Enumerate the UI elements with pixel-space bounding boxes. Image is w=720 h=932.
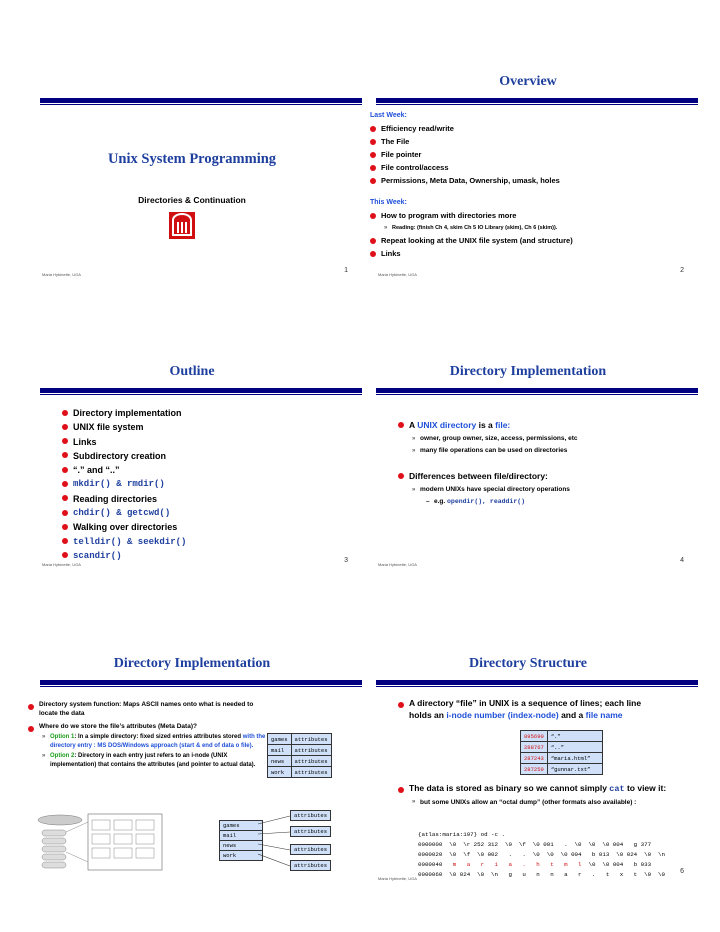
list-item: Differences between file/directory: [398,469,688,484]
footer-author: Maria Hybinette, UGA [378,272,417,277]
footer-author: Maria Hybinette, UGA [378,562,417,567]
this-week-label: This Week: [370,199,407,206]
inode-attributes: attributes [290,844,331,855]
list-item: telldir() & seekdir() [62,535,352,549]
slide-subtitle: Directories & Continuation [138,195,246,205]
footer-author: Maria Hybinette, UGA [42,272,81,277]
pointer-arrows [258,812,292,868]
list-item: Directory implementation [62,406,352,420]
list-item: Efficiency read/write [370,122,690,135]
title-bar [376,680,698,685]
example-item: – e.g. opendir(), readdir() [426,496,688,508]
table-row: news attributes [268,756,332,767]
reading-note: » Reading: (finish Ch 4, skim Ch 5 IO Library (skim), Ch 6 (skim)). [384,222,690,234]
dump-line: 0000020 \0 \f \0 002 . . \0 \0 \0 004 b 013 \0 024 \0 \n [418,851,665,858]
dump-line: 0000040 m a r i a . h t m l \0 \0 004 b 033 [418,861,652,868]
page-number: 1 [344,267,348,274]
list-item: The File [370,135,690,148]
table-row: work attributes [268,767,332,778]
slide-title: Directory Structure [468,656,588,671]
dir-entry: mail [219,830,263,841]
option-1: » Option 1: In a simple directory: fixed sized entries attributes stored with the directory entry : MS DOS/Windows approach (start & end of data o file). [42,733,268,750]
list-item: scandir() [62,549,352,563]
dump-command: {atlas:maria:197} od -c . [418,831,505,838]
list-item: mkdir() & rmdir() [62,477,352,491]
table-row: 287243 “maria.html” [521,753,603,764]
list-item: The data is stored as binary so we cannot simply cat to view it: [398,783,688,796]
list-item: Subdirectory creation [62,449,352,463]
list-item: A directory “file” in UNIX is a sequence of lines; each line holds an i-node number (index-node) and a file name [398,698,654,721]
list-item: Links [370,247,690,260]
list-item: Where do we store the file’s attributes (Meta Data)? [28,722,268,731]
list-item: Links [62,435,352,449]
page-number: 2 [680,267,684,274]
sub-item: » but some UNIXs allow an “octal dump” (other formats also available) : [412,798,688,807]
page-number: 3 [344,557,348,564]
list-item: Directory system function: Maps ASCII names onto what is needed to locate the data [28,700,268,718]
title-bar [40,680,362,685]
sub-item: » many file operations can be used on directories [412,445,688,457]
slide-title: Outline [169,364,215,379]
list-item: UNIX file system [62,420,352,434]
table-row: 288767 “..” [521,742,603,753]
list-item: Permissions, Meta Data, Ownership, umask, holes [370,174,690,187]
dir-entry: work [219,850,263,861]
table-row: games attributes [268,734,332,745]
list-item: File control/access [370,161,690,174]
last-week-label: Last Week: [370,112,407,119]
sub-item: » modern UNIXs have special directory operations [412,484,688,496]
option-2: » Option 2: Directory in each entry just refers to an i-node (UNIX implementation) that contains the attributes (and pointer to actual data). [42,752,268,769]
sub-item: » owner, group owner, size, access, permissions, etc [412,433,688,445]
slide-3 [22,364,362,578]
dir-entry: news [219,840,263,851]
footer-author: Maria Hybinette, UGA [42,562,81,567]
list-item: “.” and “..” [62,463,352,477]
inode-attributes: attributes [290,860,331,871]
slide-5 [22,656,362,870]
slide-title: Directory Implementation [449,364,607,379]
slide-2 [358,74,698,288]
slide-1 [22,88,362,288]
dump-line: 0000000 \0 \r 252 312 \0 \f \0 001 . \0 \0 \0 004 g 377 [418,841,652,848]
title-bar [40,98,362,103]
footer-author: Maria Hybinette, UGA [378,876,417,881]
list-item: File pointer [370,148,690,161]
filesystem-diagram-icon [30,812,170,872]
list-item: Walking over directories [62,520,352,534]
table-row: 287259 “gunnar.txt” [521,764,603,775]
table-row: mail attributes [268,745,332,756]
slide-title: Unix System Programming [107,151,277,167]
page-number: 6 [680,868,684,875]
title-bar [376,98,698,103]
table-row: 895690 “.” [521,731,603,742]
slide-title: Overview [499,74,557,89]
list-item: chdir() & getcwd() [62,506,352,520]
directory-entries-table [520,730,603,775]
uga-logo-icon [169,212,195,239]
inode-attributes: attributes [290,810,331,821]
slide-4: Directory Implementation A UNIX directory is a file: » owner, group owner, size, access, permissions, etc » many file operations can be used on directories Differences between file/directory: » modern UNIXs have special directory operations – e.g. opendir(), readdir() Maria Hybinette, UGA 4 [358,378,698,578]
list-item: Reading directories [62,492,352,506]
page-number: 4 [680,557,684,564]
unix-directory-term: UNIX directory [417,420,477,430]
list-item: Repeat looking at the UNIX file system (and structure) [370,234,690,247]
slide-6 [358,656,698,881]
title-bar [40,388,362,393]
attributes-table [267,733,332,778]
title-bar [376,388,698,393]
list-item: How to program with directories more [370,209,690,222]
inode-attributes: attributes [290,826,331,837]
slide-title: Directory Implementation [113,656,271,671]
dir-entry: games [219,820,263,831]
dump-line: 0000060 \0 024 \0 \n g u n n a r . t x t \0 \0 [418,871,665,878]
